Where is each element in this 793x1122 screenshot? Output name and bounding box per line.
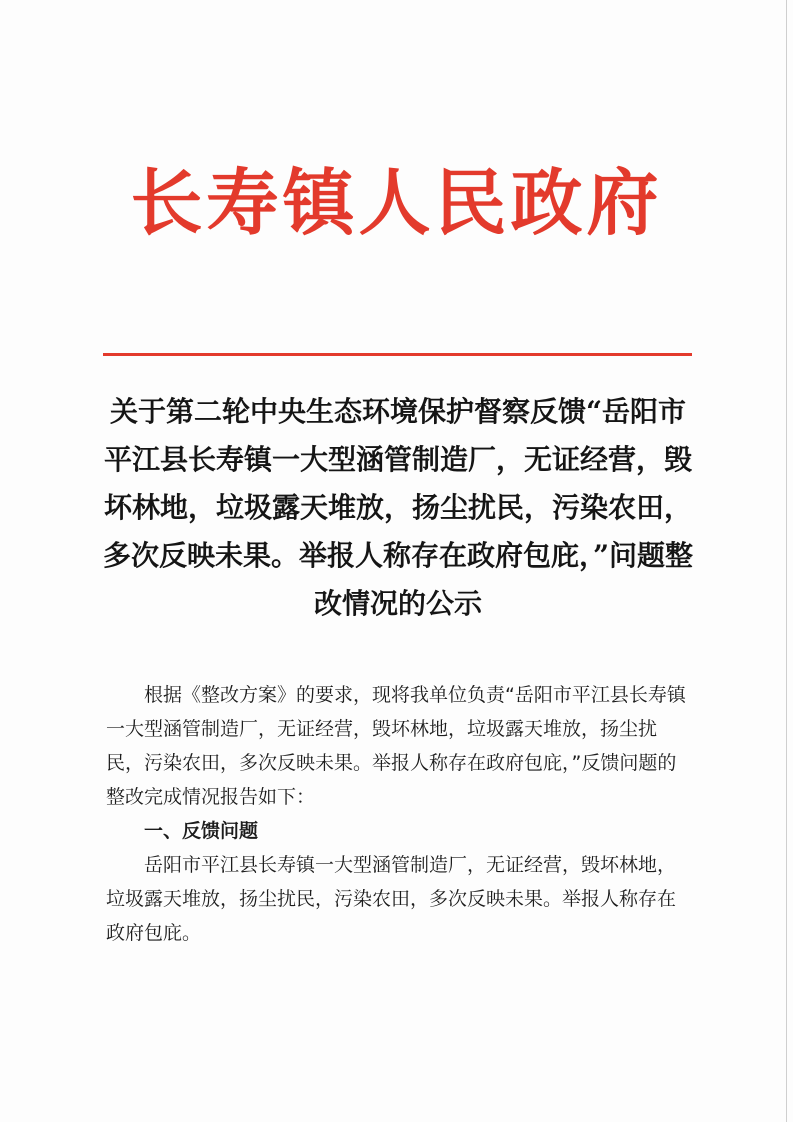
document-title: 关于第二轮中央生态环境保护督察反馈“岳阳市平江县长寿镇一大型涵管制造厂，无证经营，毁坏林地，垃圾露天堆放，扬尘扰民，污染农田，多次反映未果。举报人称存在政府包庇，”问题整改情况的公示 bbox=[102, 395, 694, 620]
document-body bbox=[106, 678, 686, 950]
intro-paragraph: 根据《整改方案》的要求，现将我单位负责“岳阳市平江县长寿镇一大型涵管制造厂，无证经营，毁坏林地，垃圾露天堆放，扬尘扰民，污染农田，多次反映未果。举报人称存在政府包庇，”反馈问题的整改完成情况报告如下： bbox=[106, 684, 686, 808]
feedback-paragraph: 岳阳市平江县长寿镇一大型涵管制造厂，无证经营，毁坏林地，垃圾露天堆放，扬尘扰民，污染农田，多次反映未果。举报人称存在政府包庇。 bbox=[106, 854, 677, 944]
letterhead-title: 长寿镇人民政府 bbox=[130, 160, 663, 245]
section-heading-feedback: 一、反馈问题 bbox=[144, 820, 259, 842]
letterhead-divider bbox=[103, 353, 692, 356]
